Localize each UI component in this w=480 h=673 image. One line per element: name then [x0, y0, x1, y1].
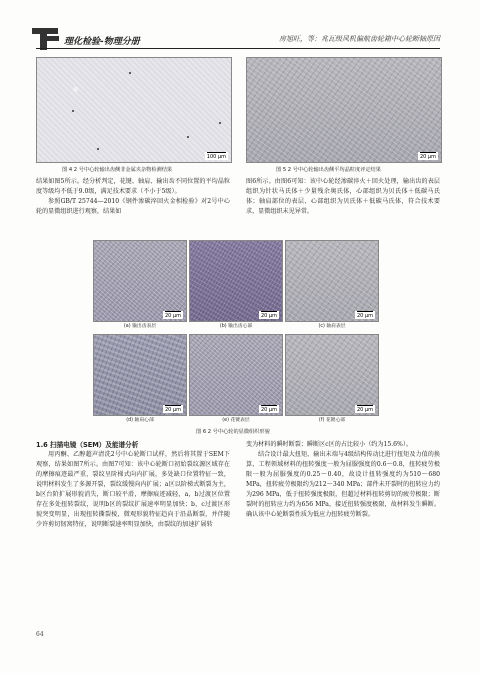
- right-text-block: [246, 177, 440, 217]
- paragraph: 结果如图5所示。经分析判定，花键、轴肩、输出齿不同位置的平均晶粒度等级均不低于9.0级，满足技术要求（不小于5级）。: [36, 178, 230, 195]
- panel-label: (c) 轴肩表层: [318, 324, 346, 329]
- paragraph: 结合设计最大扭矩、输出末端与4级结构传动比进行扭矩及力值的换算，工程领域材料的扭转强度一般为屈服强度的0.6～0.8，扭转疲劳极限一般为屈服强度的0.25～0.40，故设计扭转强度约为510～680 MPa，扭转疲劳极限约为212～340 MPa；部件未开裂时的扭转应力约为296 MPa，低于扭转强度极限，但超过材料扭转剪切的疲劳极限；断裂时的扭转应力约为656 MPa，接近扭转强度极限，故材料发生瞬断。确认该中心轮断裂性质为低应力扭转疲劳断裂。: [246, 451, 440, 518]
- running-title: 房旭旺，等：兆瓦级风机偏航齿轮箱中心轮断轴原因: [279, 35, 440, 43]
- paragraph: 用丙酮、乙醇超声清洗2号中心轮断口试样，然后将其置于SEM下观察，结果如图7所示。由图7可知：该中心轮断口初始裂纹源区域存在的摩擦痕迹最严重，裂纹呈阶梯式向内扩展，多处缺口位置特征一致，说明材料发生了多源开裂，裂纹缓慢向内扩展；a区以阶梯式断裂为主，b区台阶扩展形貌消失，断口较平滑，摩擦痕迹减轻，a，b过渡区位置存在多处扭转裂纹，说明b区的裂纹扩展速率明显加快；b，c过渡区形貌突变明显，出现扭转撕裂棱，微观形貌特征趋向于沿晶断裂，并伴随少许剪切韧窝特征，说明断裂速率明显加快，由裂纹的加速扩展转: [36, 451, 230, 528]
- figure6-panel-b: [189, 240, 283, 329]
- figure5-scale-bar: 20 μm: [419, 154, 436, 160]
- header-rule: [36, 48, 440, 49]
- panel-scale-bar: 20 μm: [356, 313, 373, 319]
- section-right-column: [246, 440, 440, 520]
- paragraph: 参照GB/T 25744—2010《钢件渗碳淬回火金相检验》对2号中心轮的显微组织进行观察，结果如: [36, 198, 230, 215]
- figure6-panel-f: [285, 334, 379, 423]
- figure6-panel-a: [93, 240, 187, 329]
- figure6-panel-e: [189, 334, 283, 423]
- figure4-caption: 图 4 2 号中心轮输出齿侧非金属夹杂物检测结果: [62, 167, 173, 173]
- panel-scale-bar: 20 μm: [164, 313, 181, 319]
- left-text-block: [36, 177, 230, 217]
- figure6-panel-d: [93, 334, 187, 423]
- figure5-image: [246, 57, 442, 163]
- panel-label: (b) 输出齿心部: [219, 324, 253, 329]
- figure6-caption: 图 6 2 号中心轮的显微组织形貌: [196, 429, 270, 435]
- panel-label: (e) 花键表层: [222, 418, 250, 423]
- figure6-panel-c: [285, 240, 379, 329]
- page-number: 64: [36, 631, 44, 638]
- panel-scale-bar: 20 μm: [260, 407, 277, 413]
- panel-label: (d) 轴肩心部: [126, 418, 154, 423]
- panel-scale-bar: 20 μm: [164, 407, 181, 413]
- section-heading: 1.6 扫描电镜（SEM）及能谱分析: [36, 441, 139, 449]
- panel-label: (f) 花键心部: [318, 418, 346, 423]
- paragraph: 变为材料的瞬时断裂；瞬断区c区的占比较小（约为15.6%）。: [246, 441, 412, 448]
- paragraph: 图6所示。由图6可知：该中心轮经渗碳淬火＋回火处理，输出齿的表层组织为针状马氏体＋少量残余奥氏体，心部组织为贝氏体＋低碳马氏体；轴肩部位的表层、心部组织为贝氏体＋低碳马氏体，符合技术要求，显微组织未见异常。: [246, 178, 440, 215]
- panel-label: (a) 输出齿表层: [123, 324, 157, 329]
- figure4-scale-bar: 100 μm: [206, 154, 226, 160]
- section-left-column: [36, 440, 230, 530]
- journal-brand: 理化检验-物理分册: [64, 37, 140, 47]
- figure4-image: [36, 57, 232, 163]
- panel-scale-bar: 20 μm: [260, 313, 277, 319]
- panel-scale-bar: 20 μm: [356, 407, 373, 413]
- figure5-caption: 图 5 2 号中心轮输出齿侧平均晶粒度评定结果: [276, 167, 381, 173]
